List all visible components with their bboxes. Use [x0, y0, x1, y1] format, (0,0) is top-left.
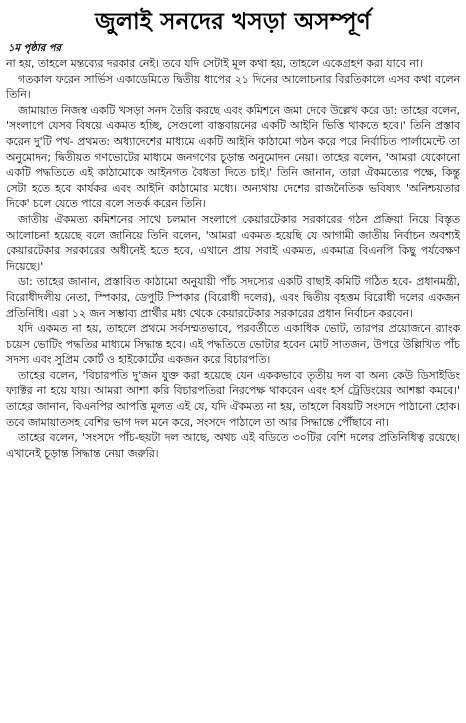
paragraph: তাহের বলেন, 'সংসদে পাঁচ-ছয়টা দল আছে, অথচ এই বডিতে ৩০টির বেশি দলের প্রতিনিধিত্ব রয়েছে। এখানেই চূড়ান্ত সিদ্ধান্ত নেয়া জরুরি।: [6, 431, 460, 460]
paragraph: যদি একমত না হয়, তাহলে প্রথমে সর্বসম্মতভাবে, পরবর্তীতে একাধিক ভোট, তারপর প্রয়োজনে র‍্যাংক চয়েস ভোটিং পদ্ধতির মাধ্যমে সিদ্ধান্ত হবে। এই পদ্ধতিতে ভোটার হবেন মোট সাতজন, উপরে উল্লিখিত পাঁচ সদস্য এবং সুপ্রিম কোর্ট ও হাইকোর্টের একজন করে বিচারপতি।: [6, 322, 460, 367]
article-headline: জুলাই সনদের খসড়া অসম্পূর্ণ: [95, 9, 371, 35]
paragraph: জামায়াত নিজস্ব একটি খসড়া সনদ তৈরি করছে এবং কমিশনে জমা দেবে উল্লেখ করে ডা: তাহের বলেন, 'সংলাপে যেসব বিষয়ে একমত হচ্ছি, সেগুলো বাস্তবায়নের একটি আইনি ভিত্তি থাকতে হবে।' তিনি প্রস্তাব করেন দু'টি পথ- প্রথমত: অধ্যাদেশের মাধ্যমে একটি আইনি কাঠামো গঠন করে পরে নির্বাচিত পার্লামেন্টে তা অনুমোদন; দ্বিতীয়ত গণভোটের মাধ্যমে জনগণের চূড়ান্ত অনুমোদন নেয়া। তাহের বলেন, 'আমরা যেকোনো একটি পদ্ধতিতে এই কাঠামোকে আইনগত বৈধতা দিতে চাই।' তিনি জানান, তারা ঐকমত্যের পক্ষে, কিন্তু সেটা হতে হবে কার্যকর এবং আইনি কাঠামোর মধ্যে। অন্যথায় দেশের রাজনৈতিক ভবিষ্যৎ 'অনিশ্চয়তার দিকে' চলে যেতে পারে বলে সতর্ক করেন তিনি।: [6, 103, 460, 211]
paragraph: জাতীয় ঐকমত্য কমিশনের সাথে চলমান সংলাপে কেয়ারটেকার সরকারের গঠন প্রক্রিয়া নিয়ে বিস্তৃত আলোচনা হয়েছে বলে জানিয়ে তিনি বলেন, 'আমরা একমত হয়েছি যে আগামী জাতীয় নির্বাচন অবশ্যই কেয়ারটেকার সরকারের অধীনেই হতে হবে, এখানে প্রায় সবাই একমত, একমাত্র বিএনপি কিছু পর্যবেক্ষণ দিয়েছে।': [6, 212, 460, 273]
paragraph: তাহের বলেন, 'বিচারপতি দু'জন যুক্ত করা হয়েছে যেন এককভাবে তৃতীয় দল বা অন্য কেউ ডিসাইডিং ফ্যাক্টর না হয়ে যায়। আমরা আশা করি বিচারপতিরা নিরপেক্ষ থাকবেন এবং হর্স ট্রেডিংয়ের আশঙ্কা কমবে।' তাহের জানান, বিএনপির আপত্তি মূলত এই যে, যদি ঐকমত্য না হয়, তাহলে বিষয়টি সংসদে পাঠানো হোক। তবে জামায়াতসহ বেশির ভাগ দল মনে করে, সংসদে পাঠালে তা আর সিদ্ধান্তে পৌঁছাবে না।: [6, 368, 460, 429]
paragraph: ডা: তাহের জানান, প্রস্তাবিত কাঠামো অনুযায়ী পাঁচ সদস্যের একটি বাছাই কমিটি গঠিত হবে- প্রধানমন্ত্রী, বিরোধীদলীয় নেতা, স্পিকার, ডেপুটি স্পিকার (বিরোধী দলের), এবং দ্বিতীয় বৃহত্তম বিরোধী দলের একজন প্রতিনিধি। এরা ১২ জন সম্ভাব্য প্রার্থীর মধ্য থেকে কেয়ারটেকার সরকারের প্রধান নির্বাচন করবেন।: [6, 275, 460, 320]
paragraph: না হয়, তাহলে মন্তব্যের দরকার নেই। তবে যদি সেটাই মূল কথা হয়, তাহলে একেগ্রহণ করা যাবে না।: [6, 57, 423, 70]
continued-from-label: ১ম পৃষ্ঠার পর: [8, 43, 61, 54]
article-body: [6, 56, 460, 461]
paragraph: গতকাল ফরেন সার্ভিস একাডেমিতে দ্বিতীয় ধাপের ২১ দিনের আলোচনার বিরতিকালে এসব কথা বলেন তিনি।: [6, 72, 460, 102]
